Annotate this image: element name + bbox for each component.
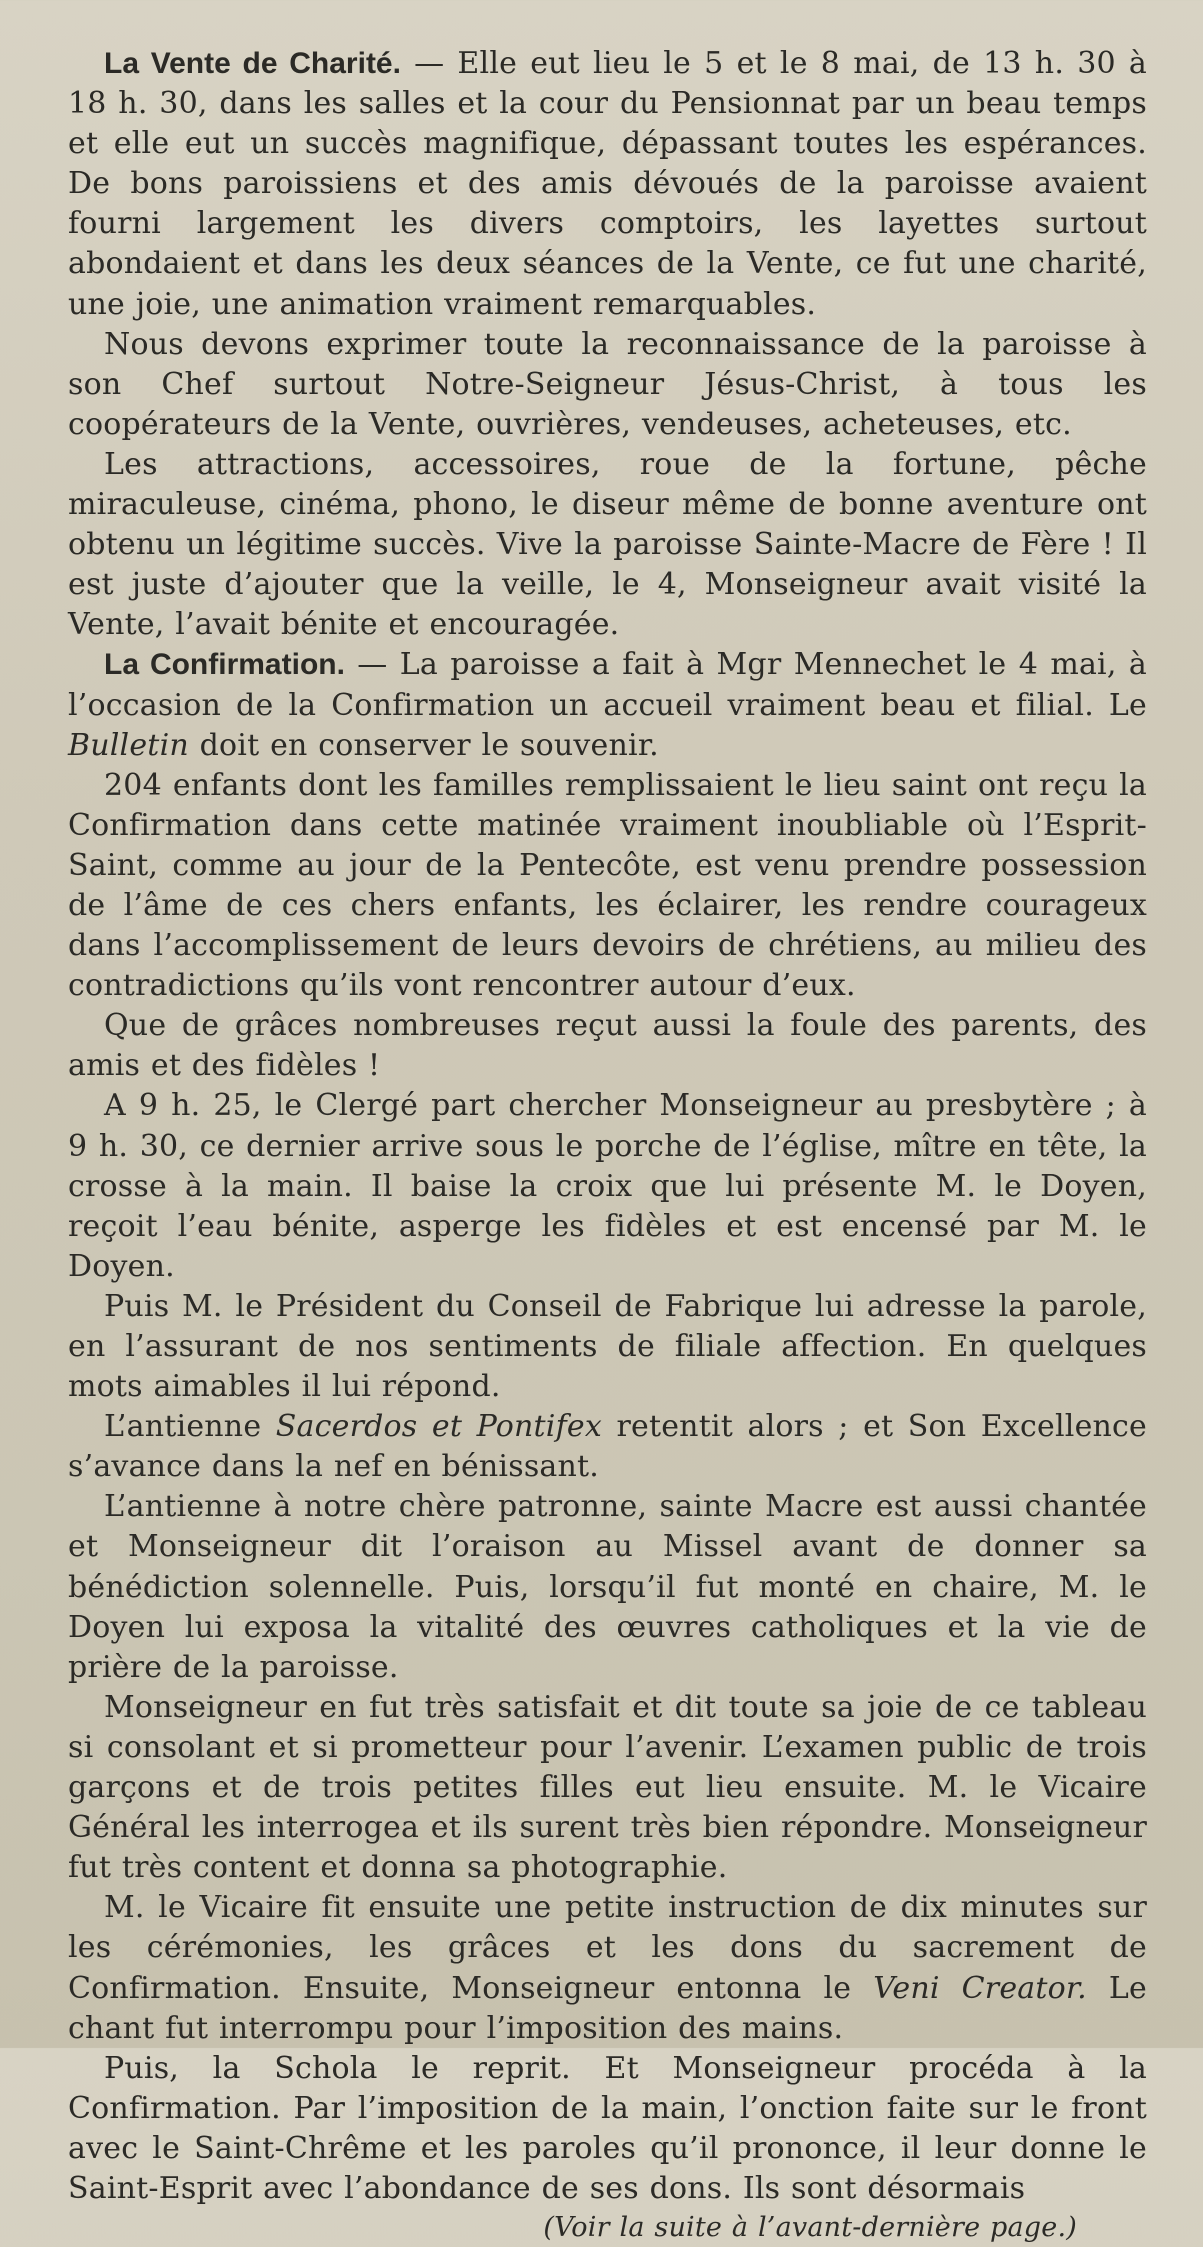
paragraph-text: — Elle eut lieu le 5 et le 8 mai, de 13 h. 30 à 18 h. 30, dans les salles et la cour du Pensionnat par un beau temps et elle eut un succès magnifique, dépassant toutes les espérances. De bons paroissiens et des amis dévoués de la paroisse avaient fourni largement les divers comptoirs, les layettes surtout abondaient et dans les deux séances de la Vente, ce fut une charité, une joie, une animation vraiment remarquables.	[68, 46, 1147, 322]
paragraph-text: L’antienne	[104, 1409, 276, 1445]
section-heading: La Vente de Charité.	[104, 47, 401, 80]
paragraph: Les attractions, accessoires, roue de la fortune, pêche miraculeuse, cinéma, phono, le diseur même de bonne aventure ont obtenu un légitime succès. Vive la paroisse Sainte-Macre de Fère ! Il est juste d’ajouter que la veille, le 4, Monseigneur avait visité la Vente, l’avait bénite et encouragée.	[68, 446, 1147, 643]
paragraph	[68, 645, 1147, 765]
italic-text: Bulletin	[68, 727, 189, 763]
paragraph: 204 enfants dont les familles remplissaient le lieu saint ont reçu la Confirmation dans cette matinée vraiment inoubliable où l’Esprit-Saint, comme au jour de la Pentecôte, est venu prendre possession de l’âme de ces chers enfants, les éclairer, les rendre courageux dans l’accomplissement de leurs devoirs de chrétiens, au milieu des contradictions qu’ils vont rencontrer autour d’eux.	[68, 767, 1147, 1004]
paragraph-text: retentit alors ; et Son Excellence s’avance dans la nef en bénissant.	[68, 1409, 1148, 1485]
paragraph-text: Le chant fut interrompu pour l’imposition des mains.	[68, 1970, 1147, 2046]
paragraph-text: doit en conserver le souvenir.	[188, 727, 659, 763]
paragraph-text: M. le Vicaire fit ensuite une petite instruction de dix minutes sur les cérémonies, les grâces et les dons du sacrement de Confirmation. Ensuite, Monseigneur entonna le	[68, 1890, 1147, 2006]
paragraph-text: — La paroisse a fait à Mgr Mennechet le 4 mai, à l’occasion de la Confirmation un accueil vraiment beau et filial. Le	[68, 647, 1147, 723]
paragraph: L’antienne à notre chère patronne, sainte Macre est aussi chantée et Monseigneur dit l’oraison au Missel avant de donner sa bénédiction solennelle. Puis, lorsqu’il fut monté en chaire, M. le Doyen lui exposa la vitalité des œuvres catholiques et la vie de prière de la paroisse.	[68, 1489, 1147, 1685]
paragraph: Monseigneur en fut très satisfait et dit toute sa joie de ce tableau si consolant et si prometteur pour l’avenir. L’examen public de trois garçons et de trois petites filles eut lieu ensuite. M. le Vicaire Général les interrogea et ils surent très bien répondre. Monseigneur fut très content et donna sa photographie.	[68, 1689, 1147, 1886]
paragraph	[68, 1888, 1147, 2048]
paragraph: Puis M. le Président du Conseil de Fabrique lui adresse la parole, en l’assurant de nos sentiments de filiale affection. En quelques mots aimables il lui répond.	[68, 1288, 1147, 1405]
paragraph	[68, 1407, 1147, 1487]
paragraph: A 9 h. 25, le Clergé part chercher Monseigneur au presbytère ; à 9 h. 30, ce dernier arrive sous le porche de l’église, mître en tête, la crosse à la main. Il baise la croix que lui présente M. le Doyen, reçoit l’eau bénite, asperge les fidèles et est encensé par M. le Doyen.	[68, 1088, 1147, 1284]
section-heading: La Confirmation.	[104, 648, 345, 682]
italic-text: Sacerdos et Pontifex	[275, 1409, 602, 1445]
paragraph: Nous devons exprimer toute la reconnaissance de la paroisse à son Chef surtout Notre-Seigneur Jésus-Christ, à tous les coopérateurs de la Vente, ouvrières, vendeuses, acheteuses, etc.	[68, 326, 1147, 442]
paragraph: Puis, la Schola le reprit. Et Monseigneur procéda à la Confirmation. Par l’imposition de la main, l’onction faite sur le front avec le Saint-Chrême et les paroles qu’il prononce, il leur donne le Saint-Esprit avec l’abondance de ses dons. Ils sont désormais	[68, 2050, 1147, 2206]
paragraph: Que de grâces nombreuses reçut aussi la foule des parents, des amis et des fidèles !	[68, 1008, 1147, 1084]
continuation-note: (Voir la suite à l’avant-dernière page.)	[543, 2212, 1077, 2244]
section-confirmation	[68, 645, 1147, 2209]
italic-text: Veni Creator.	[873, 1970, 1087, 2006]
section-vente-de-charite	[68, 44, 1147, 645]
paragraph	[68, 44, 1147, 325]
